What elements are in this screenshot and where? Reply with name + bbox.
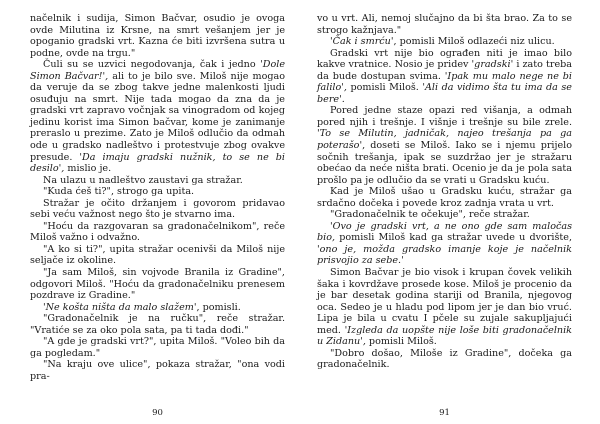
text-run: "Ja sam Miloš, sin vojvode Branila iz Gradine", odgovori Miloš. "Hoću da gradonačelniku prenesem pozdrave iz Gradine." [30, 267, 285, 302]
paragraph [30, 13, 285, 59]
text-run: "A gde je gradski vrt?", upita Miloš. "Voleo bih da ga pogledam." [30, 336, 285, 359]
text-run: Stražar je očito držanjem i govorom pridavao sebi veću važnost nego što je stvarno ima. [30, 197, 285, 221]
text-run: Kad je Miloš ušao u Gradsku kuću, stražar ga srdačno dočeka i povede kroz zadnja vrata u vrt. [317, 186, 572, 209]
right-page [317, 13, 572, 418]
paragraph [30, 302, 285, 314]
left-page-number: 90 [152, 408, 163, 418]
paragraph [30, 267, 285, 302]
italic-text-run: 'Ne košta ništa da malo slažem' [43, 301, 197, 313]
paragraph [317, 209, 572, 221]
italic-text-run: 'Dole Simon Bačvar!', [30, 59, 285, 82]
text-run: Gradski vrt nije bio ograđen niti je imao bilo kakve vratnice. Nosio je pridev [317, 47, 572, 71]
text-run: , pomisli. [196, 301, 241, 313]
italic-text-run: 'Da imaju gradski nužnik, to se ne bi desilo', [30, 151, 285, 175]
text-run: "Hoću da razgovaran sa gradonačelnikom", reče Miloš važno i odvažno. [30, 220, 285, 244]
paragraph [30, 336, 285, 359]
italic-text-run: 'To se Milutin, jadničak, najeo trešanja pa ga poterašo' [317, 128, 572, 152]
paragraph [30, 244, 285, 267]
paragraph [30, 313, 285, 336]
paragraph [317, 186, 572, 209]
text-run: pomisli Miloš kad ga stražar uvede u dvorište, [335, 232, 572, 244]
text-run: "Gradonačelnik te očekuje", reče stražar. [330, 209, 530, 221]
text-run: . [341, 93, 345, 105]
text-run: "A ko si ti?", upita stražar ocenivši da Miloš nije seljače iz okoline. [30, 243, 285, 267]
text-run: vo u vrt. Ali, nemoj slučajno da bi šta brao. Za to se strogo kažnjava." [317, 13, 572, 36]
paragraph [317, 48, 572, 106]
italic-text-run: 'ono je, možda gradsko imanje koje je načelnik prisvojio za sebe.' [317, 243, 572, 267]
left-page-text [30, 13, 285, 383]
paragraph [30, 359, 285, 382]
right-page-number: 91 [439, 408, 450, 418]
paragraph [317, 221, 572, 267]
paragraph [30, 186, 285, 198]
text-run: "Na kraju ove ulice", pokaza stražar, "ona vodi pra- [30, 359, 285, 382]
italic-text-run: 'Ipak mu malo nege ne bi falilo', [317, 70, 572, 94]
text-run: "Gradonačelnik je na ručku", reče stražar. "Vratiće se za oko pola sata, pa ti tada dođi." [30, 313, 285, 336]
text-run: pomisli Miloš. [365, 336, 437, 348]
paragraph [317, 267, 572, 348]
italic-text-run: 'Ovo je gradski vrt, a ne ono gde sam maločas bio, [317, 220, 572, 244]
text-run: ali to je bilo sve. Miloš nije mogao da veruje da se zbog takve jedne malenkosti ljudi osuđuju na smrt. Nije tada mogao da zna da je gradski vrt zapravo vočnjak sa vinogradom od kojeg jedinu korist ima Simon bačvar, kome je zanimanje preraslo u prezime. Zato je Miloš odlučio da odmah ode u gradsko nadleštvo i protestvuje zbog ovakve presude. [30, 70, 285, 163]
italic-text-run: 'Čak i smrću' [330, 36, 394, 48]
italic-text-run: 'Ali da vidimo šta tu ima da se bere' [317, 82, 572, 105]
paragraph [317, 36, 572, 48]
text-run: i zato treba da bude dostupan svima. [317, 59, 572, 82]
paragraph [317, 105, 572, 186]
text-run: , doseti se Miloš. Iako se i njemu prijelo sočnih trešanja, ipak se suzdržao jer je stražaru obećao da neće ništa brati. Ocenio je da je pola sata prošlo pa je odlučio da se vrati u Gradsku kuću. [317, 140, 572, 186]
text-run: , pomisli Miloš odlazeći niz ulicu. [393, 36, 555, 48]
paragraph [30, 198, 285, 221]
right-page-text [317, 13, 572, 371]
text-run: Simon Bačvar je bio visok i krupan čovek velikih šaka i kovrdžave prosede kose. Miloš je procenio da je bar desetak godina stariji od Branila, njegovog oca. Sedeo je u hladu pod lipom jer je dan bio vruć. Lipa je bila u cvatu I pčele su zujale sakupljajući med. [317, 267, 572, 336]
text-run: "Kuda ćeš ti?", strogo ga upita. [43, 186, 195, 198]
paragraph [317, 348, 572, 371]
text-run: Na ulazu u nadleštvo zaustavi ga stražar. [43, 174, 243, 186]
text-run: Čuli su se uzvici negodovanja, čak i jedno [43, 59, 261, 71]
text-run: načelnik i sudija, Simon Bačvar, osudio je ovoga ovde Milutina iz Krsne, na smrt vešanjem jer je opoganio gradski vrt. Kazna će biti izvršena sutra u podne, ovde na trgu." [30, 13, 285, 59]
text-run: pomisli Miloš. [346, 82, 423, 94]
paragraph [30, 59, 285, 174]
italic-text-run: 'Izgleda da uopšte nije loše biti gradonačelnik u Zidanu', [317, 324, 572, 348]
left-page [30, 13, 285, 418]
paragraph [30, 175, 285, 187]
text-run: Pored jedne staze opazi red višanja, a odmah pored njih i trešnje. I višnje i trešnje su bile zrele. [317, 105, 572, 128]
paragraph [30, 221, 285, 244]
text-run: mislio je. [64, 163, 112, 175]
text-run: "Dobro došao, Miloše iz Gradine", dočeka ga gradonačelnik. [317, 347, 572, 371]
italic-text-run: 'gradski' [471, 59, 514, 71]
paragraph [317, 13, 572, 36]
